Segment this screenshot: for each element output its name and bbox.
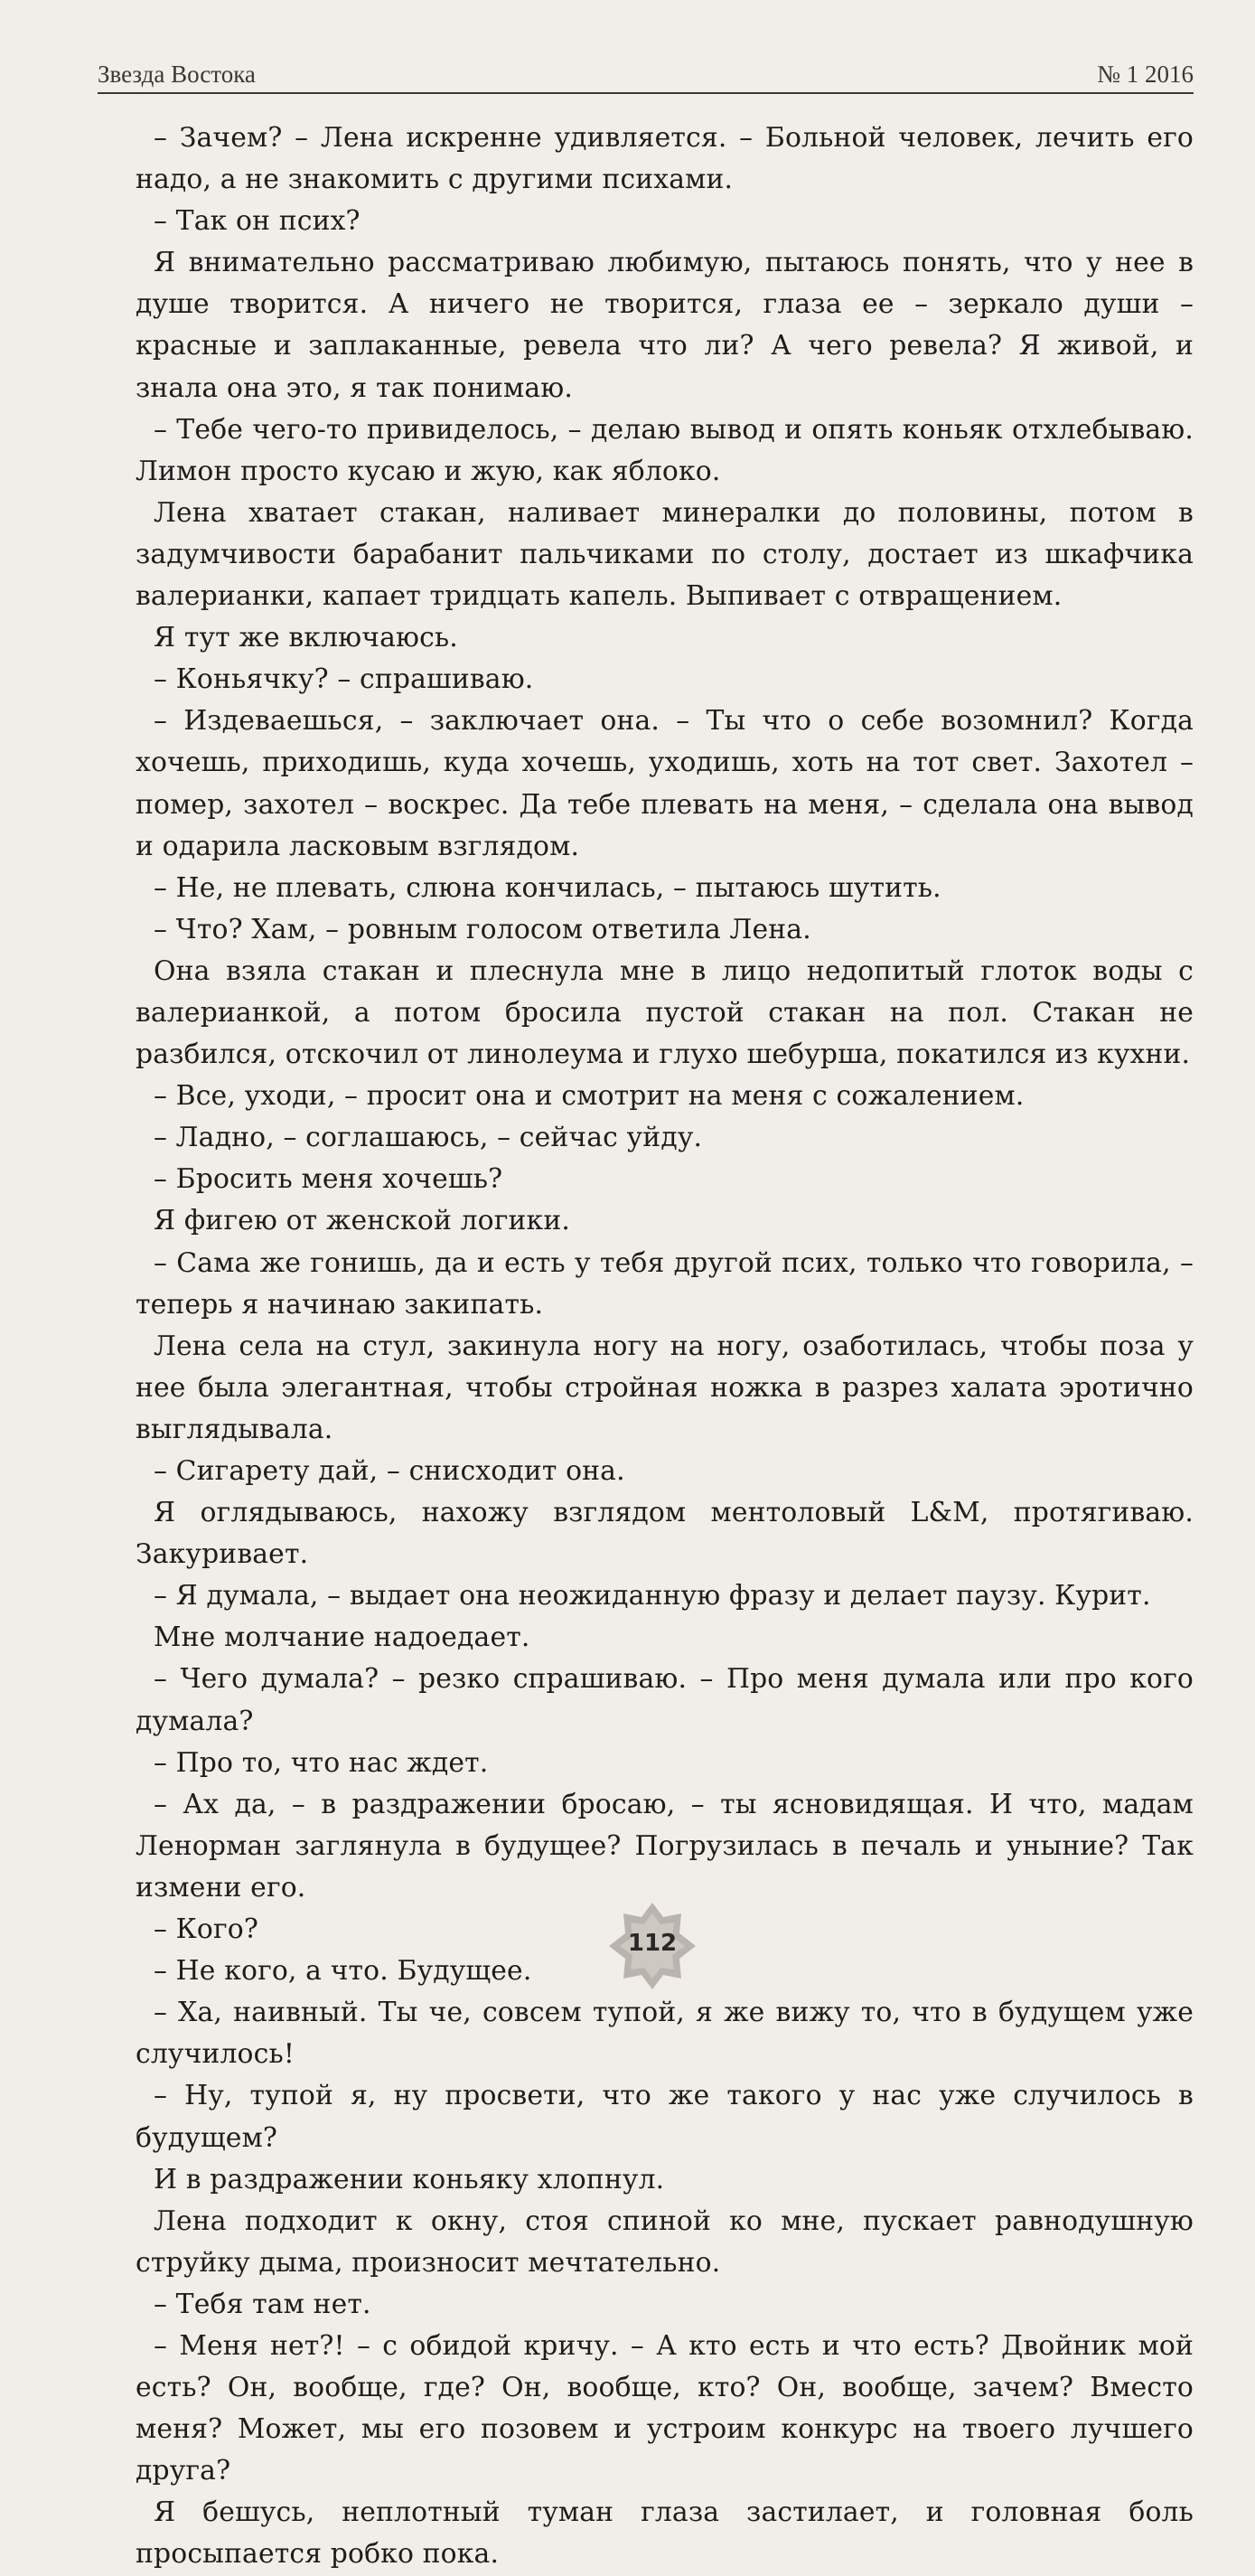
paragraph: – Ладно, – соглашаюсь, – сейчас уйду. [154,1122,703,1154]
running-header [98,52,1194,94]
paragraph: – Тебе чего-то привиделось, – делаю вывод и опять коньяк отхлебываю. Лимон просто кусаю и жую, как яблоко. [136,413,1194,487]
paragraph: – Про то, что нас ждет. [154,1746,489,1779]
paragraph: – Так он псих? [154,205,361,238]
paragraph: И в раздражении коньяку хлопнул. [154,2163,665,2195]
paragraph: – Зачем? – Лена искренне удивляется. – Больной человек, лечить его надо, а не знакомить с другими психами. [136,122,1194,196]
journal-title: Звезда Востока [98,61,256,88]
paragraph: – Я думала, – выдает она неожиданную фразу и делает паузу. Курит. [154,1580,1151,1612]
paragraph: – Не, не плевать, слюна кончилась, – пытаюсь шутить. [154,871,941,904]
paragraph: – Ах да, – в раздражении бросаю, – ты ясновидящая. И что, мадам Ленорман заглянула в будущее? Погрузилась в печаль и уныние? Так измени его. [136,1788,1194,1904]
page-number-badge [607,1901,698,1991]
paragraph: Я фигею от женской логики. [154,1205,570,1237]
paragraph: Я тут же включаюсь. [154,622,458,654]
page-number: 112 [627,1930,678,1957]
paragraph: – Тебя там нет. [154,2288,371,2320]
paragraph: Я бешусь, неплотный туман глаза застилает, и головная боль просыпается робко пока. [136,2496,1194,2571]
paragraph: – Коньячку? – спрашиваю. [154,663,534,696]
paragraph: Лена подходит к окну, стоя спиной ко мне, пускает равнодушную струйку дыма, произносит мечтательно. [136,2205,1194,2279]
paragraph: – Не кого, а что. Будущее. [154,1955,532,1988]
paragraph: – Чего думала? – резко спрашиваю. – Про меня думала или про кого думала? [136,1663,1194,1737]
paragraph: – Ну, тупой я, ну просвети, что же такого у нас уже случилось в будущем? [136,2080,1194,2154]
paragraph: – Все, уходи, – просит она и смотрит на меня с сожалением. [154,1080,1025,1113]
paragraph: – Кого? [154,1913,258,1946]
article-body [136,118,1194,2576]
paragraph: – Ха, наивный. Ты че, совсем тупой, я же вижу то, что в будущем уже случилось! [136,1997,1194,2071]
paragraph: – Бросить меня хочешь? [154,1163,503,1196]
paragraph: – Сама же гонишь, да и есть у тебя другой псих, только что говорила, – теперь я начинаю закипать. [136,1246,1194,1321]
paragraph: Мне молчание надоедает. [154,1622,530,1654]
paragraph: Лена хватает стакан, наливает минералки до половины, потом в задумчивости барабанит пальчиками по столу, достает из шкафчика валерианки, капает тридцать капель. Выпивает с отвращением. [136,496,1194,613]
paragraph: – Меня нет?! – с обидой кричу. – А кто есть и что есть? Двойник мой есть? Он, вообще, где? Он, вообще, кто? Он, вообще, зачем? Вместо меня? Может, мы его позовем и устроим конкурс на твоего лучшего друга? [136,2329,1194,2487]
paragraph: Лена села на стул, закинула ногу на ногу, озаботилась, чтобы поза у нее была элегантная, чтобы стройная ножка в разрез халата эротично выглядывала. [136,1330,1194,1445]
paragraph: – Издеваешься, – заключает она. – Ты что о себе возомнил? Когда хочешь, приходишь, куда хочешь, уходишь, хоть на тот свет. Захотел – помер, захотел – воскрес. Да тебе плевать на меня, – сделала она вывод и одарила ласковым взглядом. [136,705,1194,862]
paragraph: – Что? Хам, – ровным голосом ответила Лена. [154,913,811,945]
paragraph: – Сигарету дай, – снисходит она. [154,1455,625,1487]
paragraph: Я оглядываюсь, нахожу взглядом ментоловый L&M, протягиваю. Закуривает. [136,1497,1194,1571]
paragraph: Я внимательно рассматриваю любимую, пытаюсь понять, что у нее в душе творится. А ничего не творится, глаза ее – зеркало души – красные и заплаканные, ревела что ли? А чего ревела? Я живой, и знала она это, я так понимаю. [136,247,1194,404]
issue-number: № 1 2016 [1097,61,1194,88]
paragraph: Она взяла стакан и плеснула мне в лицо недопитый глоток воды с валерианкой, а потом бросила пустой стакан на пол. Стакан не разбился, отскочил от линолеума и глухо шебурша, покатился из кухни. [136,954,1194,1071]
